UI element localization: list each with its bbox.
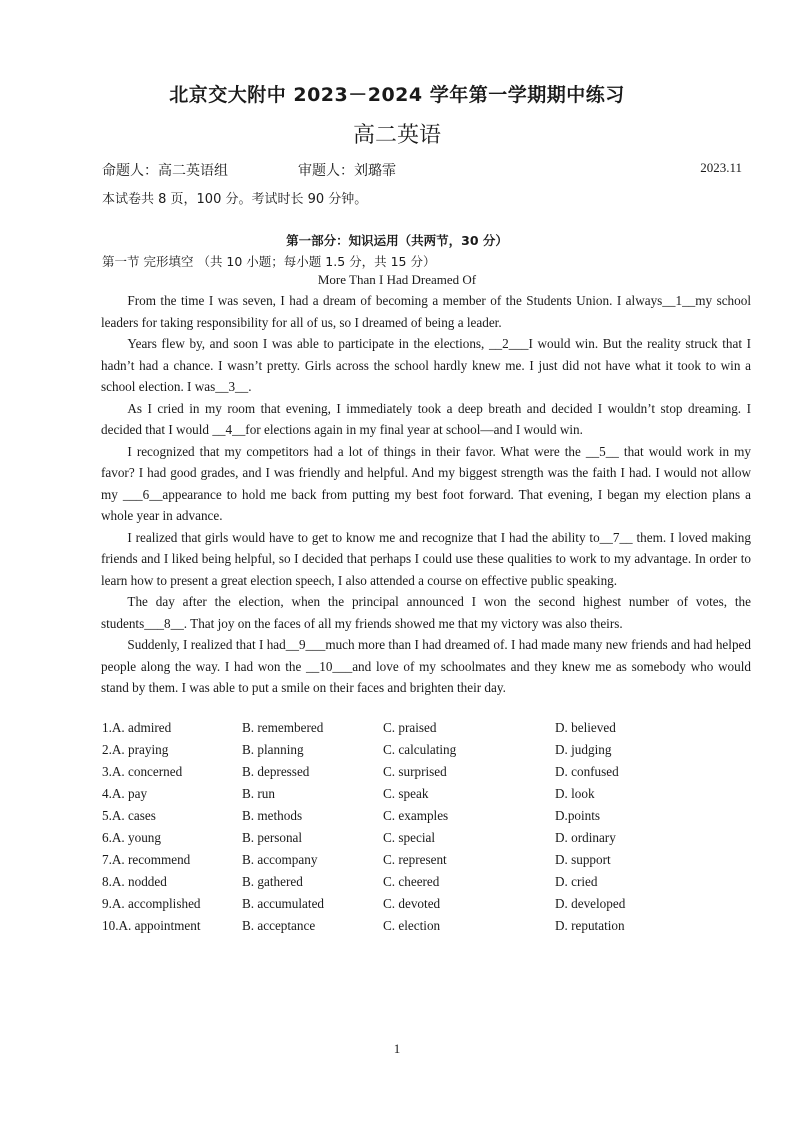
option-row xyxy=(102,786,662,808)
section-title: 第一节 完形填空 （共 10 小题；每小题 1.5 分，共 15 分） xyxy=(102,254,436,269)
option-c: C. calculating xyxy=(383,742,457,757)
option-row xyxy=(102,918,662,940)
option-c: C. cheered xyxy=(383,874,440,889)
option-d: D.points xyxy=(555,808,601,823)
option-a: 10.A. appointment xyxy=(102,918,201,933)
option-a: 4.A. pay xyxy=(102,786,148,801)
option-c: C. devoted xyxy=(383,896,441,911)
option-row xyxy=(102,742,662,764)
option-b: B. gathered xyxy=(242,874,303,889)
option-d: D. developed xyxy=(555,896,626,911)
option-d: D. believed xyxy=(555,720,616,735)
option-d: D. judging xyxy=(555,742,612,757)
exam-date: 2023.11 xyxy=(700,160,742,175)
option-b: B. planning xyxy=(242,742,304,757)
option-row xyxy=(102,808,662,830)
passage-title: More Than I Had Dreamed Of xyxy=(317,272,477,287)
cloze-passage xyxy=(101,290,751,699)
option-b: B. depressed xyxy=(242,764,310,779)
option-c: C. surprised xyxy=(383,764,447,779)
option-d: D. look xyxy=(555,786,595,801)
setter-label: 命题人：高二英语组 xyxy=(102,163,228,179)
option-b: B. accompany xyxy=(242,852,318,867)
option-row xyxy=(102,896,662,918)
passage-paragraph: Suddenly, I realized that I had__9___much more than I had dreamed of. I had made many new friends and had helped people along the way. I had won the __10___and love of my schoolmates and they knew me as somebody who would stand by them. I was able to put a smile on their faces and brighten their day. xyxy=(101,637,751,695)
option-a: 1.A. admired xyxy=(102,720,172,735)
passage-paragraph: Years flew by, and soon I was able to participate in the elections, __2___I would win. But the reality struck that I hadn’t had a chance. I wasn’t pretty. Girls across the school hardly knew me. I just did not have what it took to win a school election. I was__3__. xyxy=(101,336,751,394)
option-d: D. reputation xyxy=(555,918,625,933)
option-a: 2.A. praying xyxy=(102,742,169,757)
option-c: C. represent xyxy=(383,852,447,867)
page-number: 1 xyxy=(393,1041,401,1056)
option-c: C. examples xyxy=(383,808,449,823)
option-a: 7.A. recommend xyxy=(102,852,191,867)
option-a: 5.A. cases xyxy=(102,808,156,823)
passage-paragraph: As I cried in my room that evening, I immediately took a deep breath and decided I wouldn’t stop dreaming. I decided that I would __4__for elections again in my final year at school—and I would win. xyxy=(101,400,751,437)
option-c: C. praised xyxy=(383,720,437,735)
passage-paragraph: The day after the election, when the principal announced I won the second highest number of votes, the students___8__. That joy on the faces of all my friends showed me that my victory was also theirs. xyxy=(101,594,751,631)
option-row xyxy=(102,764,662,786)
option-b: B. methods xyxy=(242,808,303,823)
option-b: B. personal xyxy=(242,830,303,845)
option-row xyxy=(102,852,662,874)
passage-paragraph: From the time I was seven, I had a dream of becoming a member of the Students Union. I always__1__my school leaders for taking responsibility for all of us, so I dreamed of being a leader. xyxy=(101,293,751,330)
option-b: B. run xyxy=(242,786,275,801)
option-a: 3.A. concerned xyxy=(102,764,183,779)
part-title: 第一部分：知识运用（共两节，30 分） xyxy=(286,233,508,248)
option-d: D. support xyxy=(555,852,611,867)
subject-title: 高二英语 xyxy=(352,123,441,148)
exam-notice: 本试卷共 8 页，100 分。考试时长 90 分钟。 xyxy=(102,192,368,207)
option-c: C. election xyxy=(383,918,441,933)
option-b: B. remembered xyxy=(242,720,324,735)
option-a: 9.A. accomplished xyxy=(102,896,201,911)
reviewer-label: 审题人：刘璐霏 xyxy=(298,163,396,179)
option-a: 6.A. young xyxy=(102,830,161,845)
option-row xyxy=(102,830,662,852)
exam-title: 北京交大附中 2023－2024 学年第一学期期中练习 xyxy=(169,84,625,106)
passage-paragraph: I realized that girls would have to get to know me and recognize that I had the ability to__7__ them. I loved making friends and I liked being helpful, so I decided that perhaps I could use these qualities to work to my advantage. In order to learn how to present a great election speech, I also attended a course on effective public speaking. xyxy=(101,529,751,588)
option-b: B. accumulated xyxy=(242,896,325,911)
option-a: 8.A. nodded xyxy=(102,874,167,889)
option-row xyxy=(102,874,662,896)
option-d: D. ordinary xyxy=(555,830,616,845)
option-d: D. cried xyxy=(555,874,598,889)
option-b: B. acceptance xyxy=(242,918,316,933)
passage-paragraph: I recognized that my competitors had a lot of things in their favor. What were the __5__ that would work in my favor? I had good grades, and I was friendly and helpful. And my biggest strength was the faith I had. I would not allow my ___6__appearance to hold me back from putting my best foot forward. That evening, I began my election plans a whole year in advance. xyxy=(101,443,751,523)
answer-options xyxy=(102,720,662,940)
option-c: C. speak xyxy=(383,786,429,801)
option-d: D. confused xyxy=(555,764,619,779)
option-c: C. special xyxy=(383,830,436,845)
option-row xyxy=(102,720,662,742)
